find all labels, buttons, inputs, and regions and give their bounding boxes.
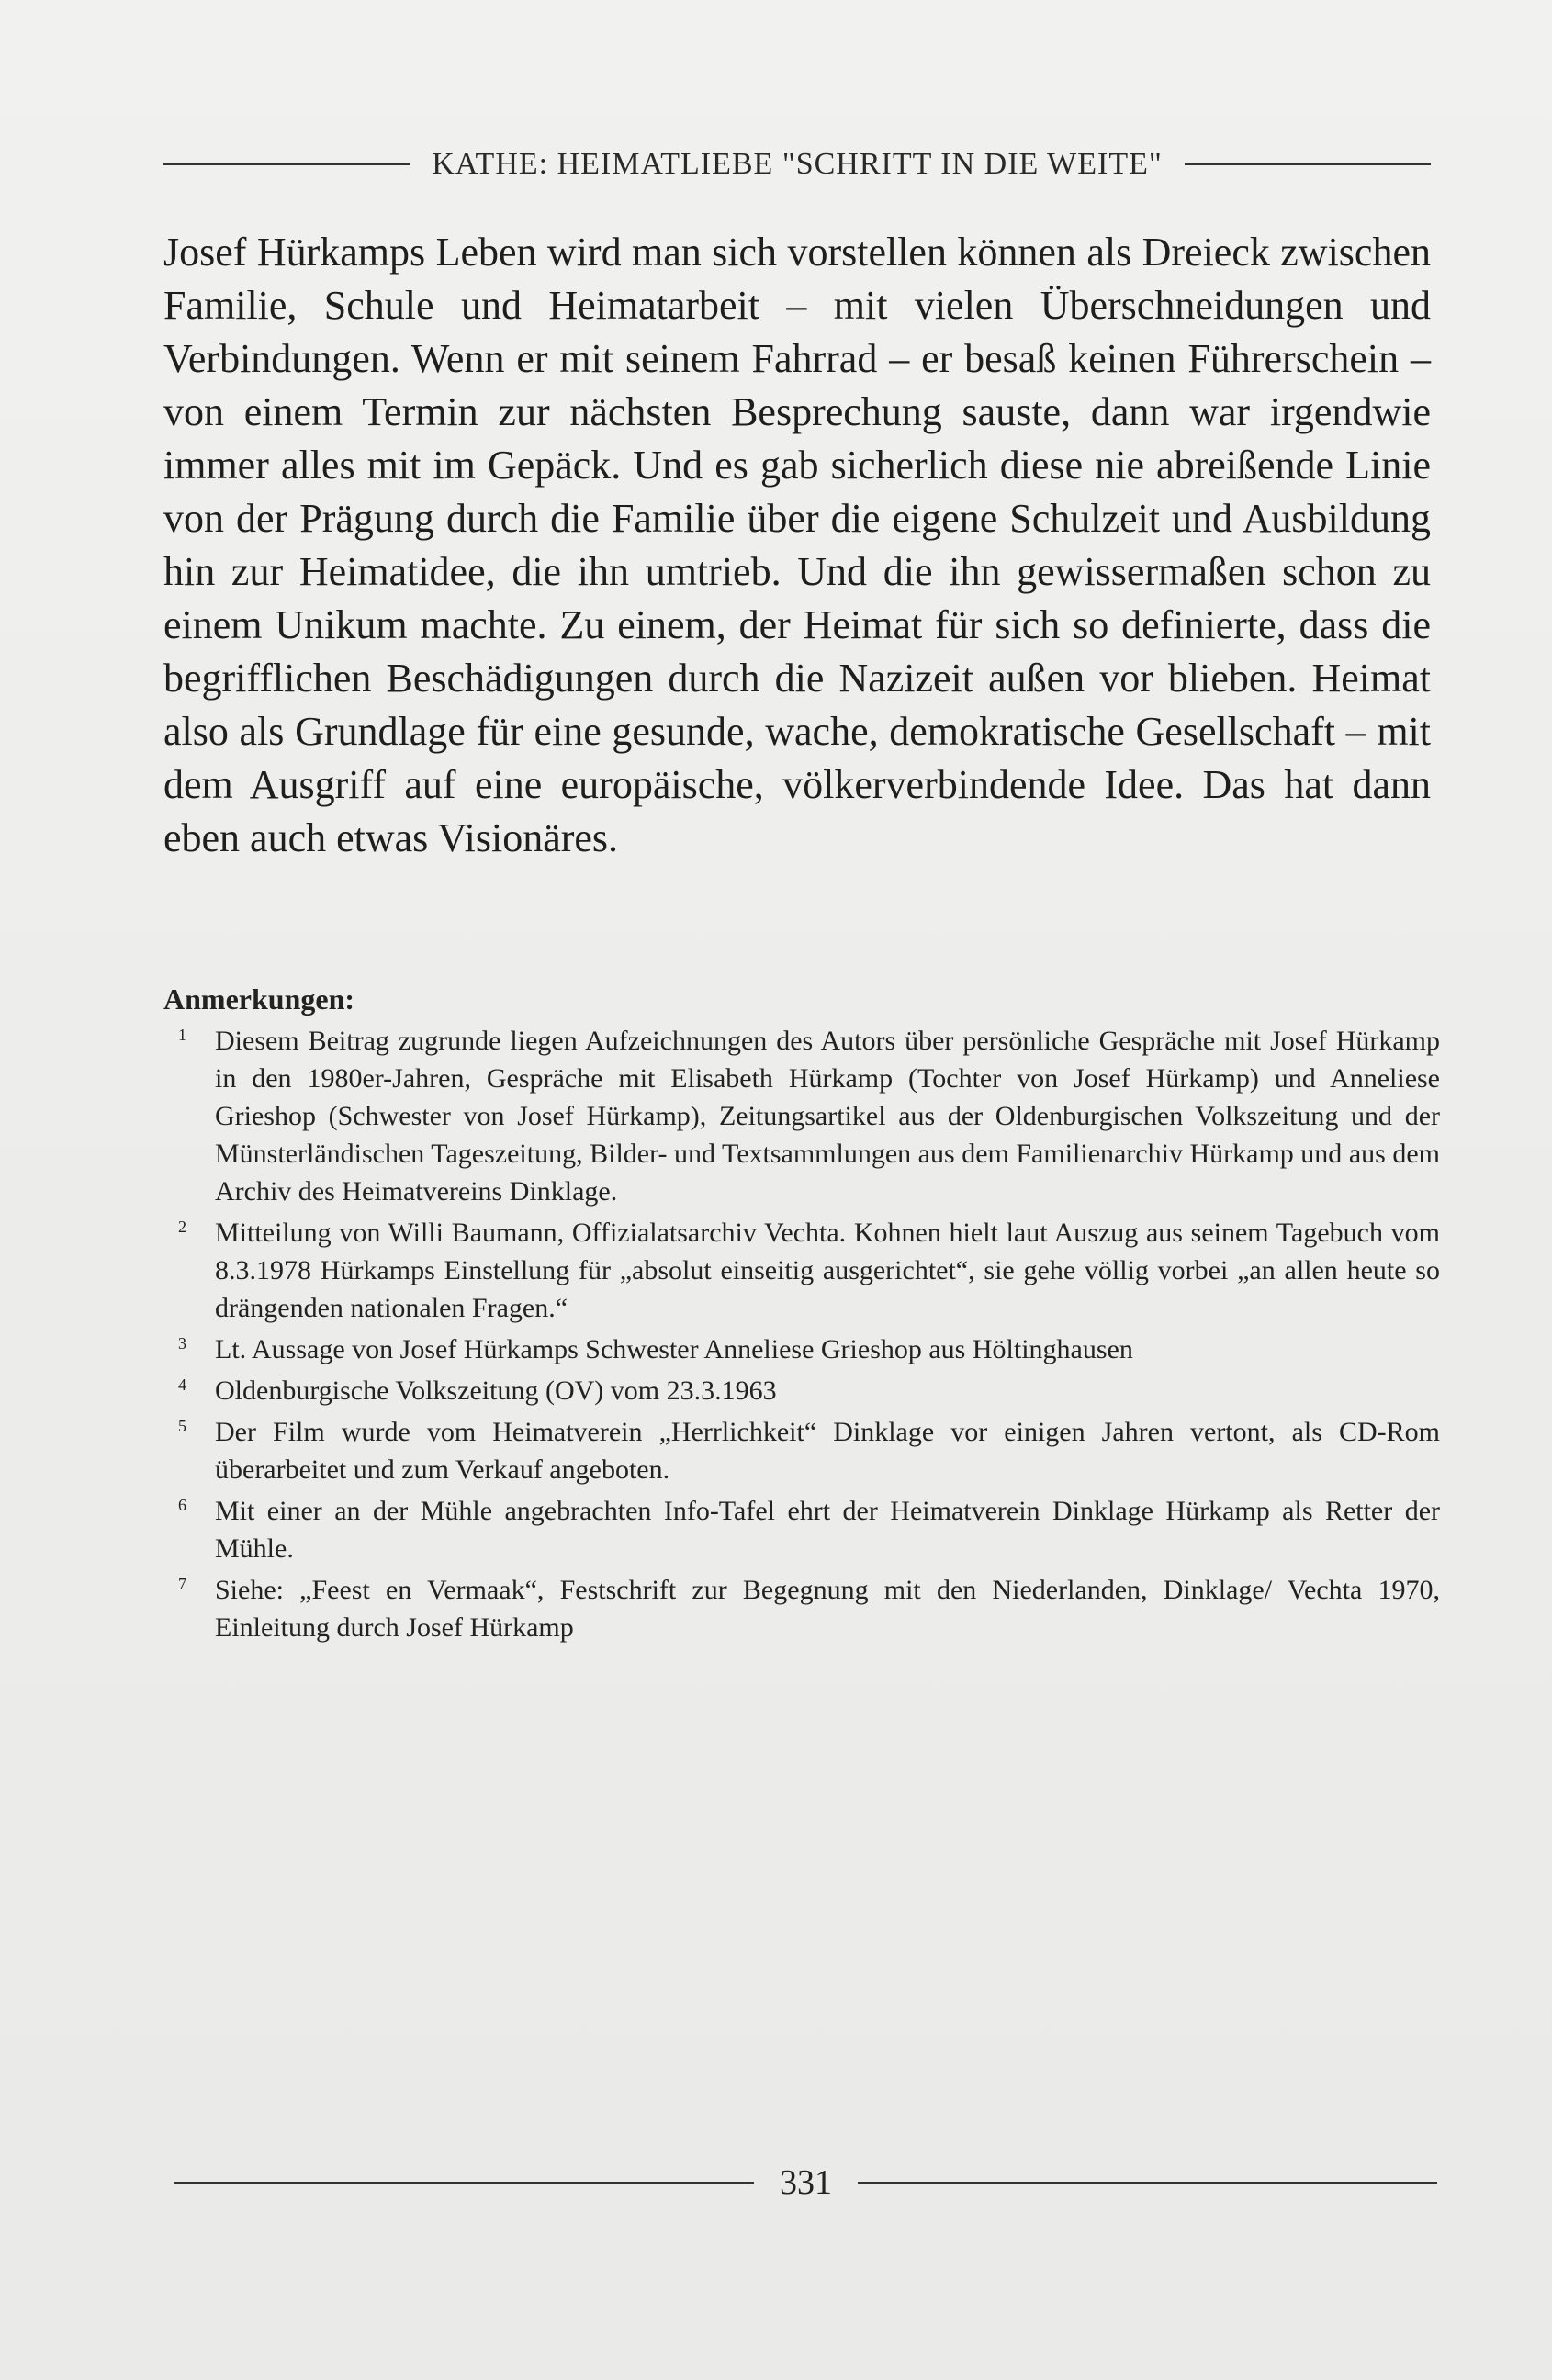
footnote-number: 1 [178,1026,186,1044]
footnote-number: 2 [178,1218,186,1236]
footnote [163,1492,1440,1567]
footnote-number: 4 [178,1375,186,1394]
footnote-text: Siehe: „Feest en Vermaak“, Festschrift zur Begegnung mit den Niederlanden, Dinklage/ Vechta 1970, Einleitung durch Josef Hürkamp [215,1575,1440,1643]
page-footer [174,2162,1437,2203]
header-rule-right [1185,163,1431,165]
footer-rule-left [174,2182,754,2184]
footnote-text: Lt. Aussage von Josef Hürkamps Schwester Anneliese Grieshop aus Höltinghausen [215,1334,1133,1364]
footnote-number: 5 [178,1417,186,1435]
footnote-text: Mit einer an der Mühle angebrachten Info-Tafel ehrt der Heimatverein Dinklage Hürkamp als Retter der Mühle. [215,1496,1440,1564]
footnote [163,1413,1440,1488]
footnote [163,1022,1440,1210]
footnotes-heading: Anmerkungen: [163,982,355,1016]
header-rule-left [163,163,410,165]
running-title: KATHE: HEIMATLIEBE "SCHRITT IN DIE WEITE" [432,147,1163,181]
footnote-number: 3 [178,1334,186,1353]
footnote [163,1330,1440,1368]
footer-rule-right [858,2182,1437,2184]
footnotes-section [163,982,1440,1650]
footnote-text: Oldenburgische Volkszeitung (OV) vom 23.3.1963 [215,1375,777,1406]
body-paragraph: Josef Hürkamps Leben wird man sich vorstellen können als Dreieck zwischen Familie, Schule und Heimatarbeit – mit vielen Überschneidungen und Verbindungen. Wenn er mit seinem Fahrrad – er besaß keinen Führerschein – von einem Termin zur nächsten Besprechung sauste, dann war irgendwie immer alles mit im Gepäck. Und es gab sicherlich diese nie abreißende Linie von der Prägung durch die Familie über die eigene Schulzeit und Ausbildung hin zur Heimatidee, die ihn umtrieb. Und die ihn gewissermaßen schon zu einem Unikum machte. Zu einem, der Heimat für sich so definierte, dass die begrifflichen Beschädigungen durch die Nazizeit außen vor blieben. Heimat also als Grundlage für eine gesunde, wache, demokratische Gesellschaft – mit dem Ausgriff auf eine europäische, völkerverbindende Idee. Das hat dann eben auch etwas Visionäres. [163,230,1431,860]
footnote-number: 7 [178,1575,186,1593]
footnote [163,1571,1440,1646]
footnote [163,1372,1440,1409]
footnote-text: Der Film wurde vom Heimatverein „Herrlichkeit“ Dinklage vor einigen Jahren vertont, als CD-Rom überarbeitet und zum Verkauf angeboten. [215,1417,1440,1485]
running-header [163,147,1431,182]
footnote [163,1214,1440,1327]
page-number: 331 [780,2163,832,2202]
footnote-text: Diesem Beitrag zugrunde liegen Aufzeichnungen des Autors über persönliche Gespräche mit Josef Hürkamp in den 1980er-Jahren, Gespräche mit Elisabeth Hürkamp (Tochter von Josef Hürkamp) und Anneliese Grieshop (Schwester von Josef Hürkamp), Zeitungsartikel aus der Oldenburgischen Volkszeitung und der Münsterländischen Tageszeitung, Bilder- und Textsammlungen aus dem Familienarchiv Hürkamp und aus dem Archiv des Heimatvereins Dinklage. [215,1026,1440,1207]
footnote-number: 6 [178,1496,186,1514]
footnote-text: Mitteilung von Willi Baumann, Offizialatsarchiv Vechta. Kohnen hielt laut Auszug aus seinem Tagebuch vom 8.3.1978 Hürkamps Einstellung für „absolut einseitig ausgerichtet“, sie gehe völlig vorbei „an allen heute so drängenden nationalen Fragen.“ [215,1218,1440,1323]
